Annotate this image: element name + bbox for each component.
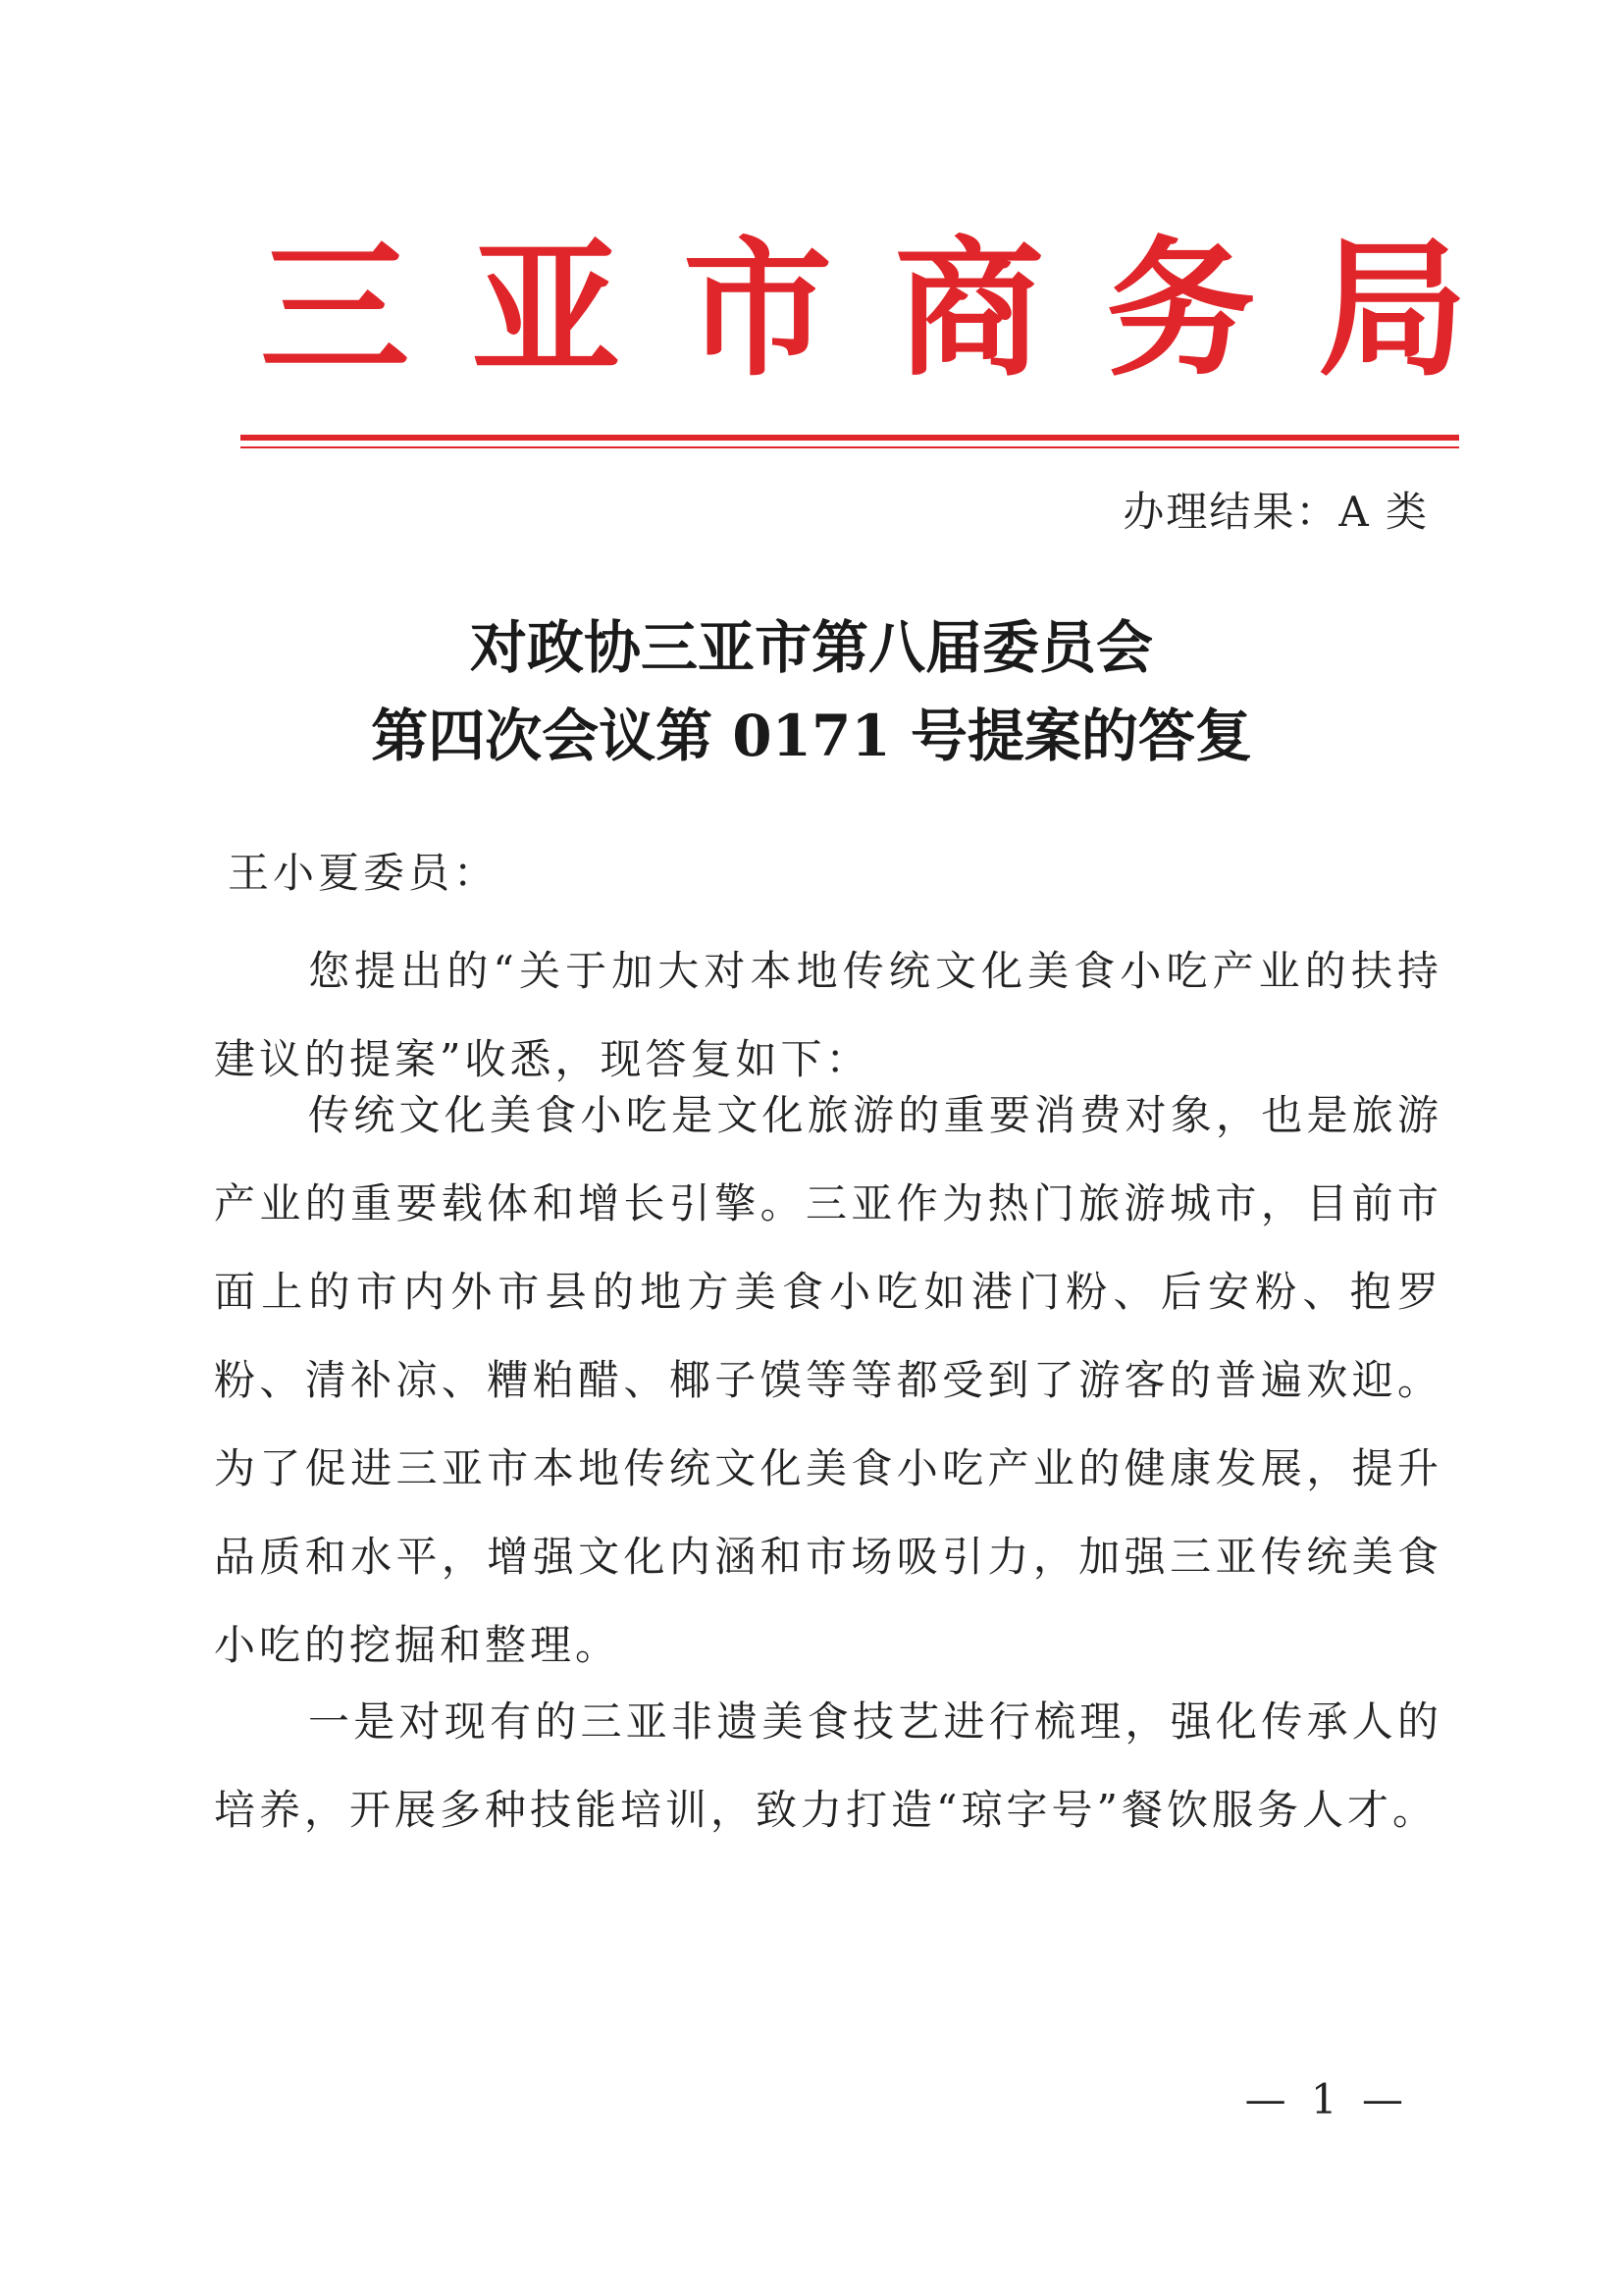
body-paragraph-background: 传统文化美食小吃是文化旅游的重要消费对象，也是旅游产业的重要载体和增长引擎。三亚作为热门旅游城市，目前市面上的市内外市县的地方美食小吃如港门粉、后安粉、抱罗粉、清补凉、糟粕醋、椰子馍等等都受到了游客的普遍欢迎。为了促进三亚市本地传统文化美食小吃产业的健康发展，提升品质和水平，增强文化内涵和市场吸引力，加强三亚传统美食小吃的挖掘和整理。 bbox=[214, 1091, 1442, 1669]
letterhead-char: 亚 bbox=[471, 221, 621, 396]
letterhead-divider-thick bbox=[240, 435, 1459, 441]
page-number: — 1 — bbox=[1244, 2075, 1409, 2123]
document-title-line-1: 对政协三亚市第八届委员会 bbox=[469, 614, 1153, 681]
body-paragraph-measure-1: 一是对现有的三亚非遗美食技艺进行梳理，强化传承人的培养，开展多种技能培训，致力打造“琼字号”餐饮服务人才。 bbox=[214, 1697, 1442, 1834]
handling-result: 办理结果：A 类 bbox=[1123, 488, 1429, 536]
letterhead-divider-thin bbox=[240, 446, 1459, 448]
letterhead bbox=[260, 221, 1467, 397]
letterhead-char: 市 bbox=[683, 221, 833, 396]
letterhead-char: 务 bbox=[1106, 221, 1256, 396]
body-paragraph-intro: 您提出的“关于加大对本地传统文化美食小吃产业的扶持建议的提案”收悉，现答复如下： bbox=[214, 947, 1442, 1083]
salutation: 王小夏委员： bbox=[228, 849, 499, 897]
letterhead-char: 商 bbox=[894, 221, 1044, 396]
letterhead-char: 局 bbox=[1317, 221, 1467, 396]
letterhead-char: 三 bbox=[260, 221, 409, 396]
document-title-line-2: 第四次会议第 0171 号提案的答复 bbox=[371, 703, 1252, 769]
